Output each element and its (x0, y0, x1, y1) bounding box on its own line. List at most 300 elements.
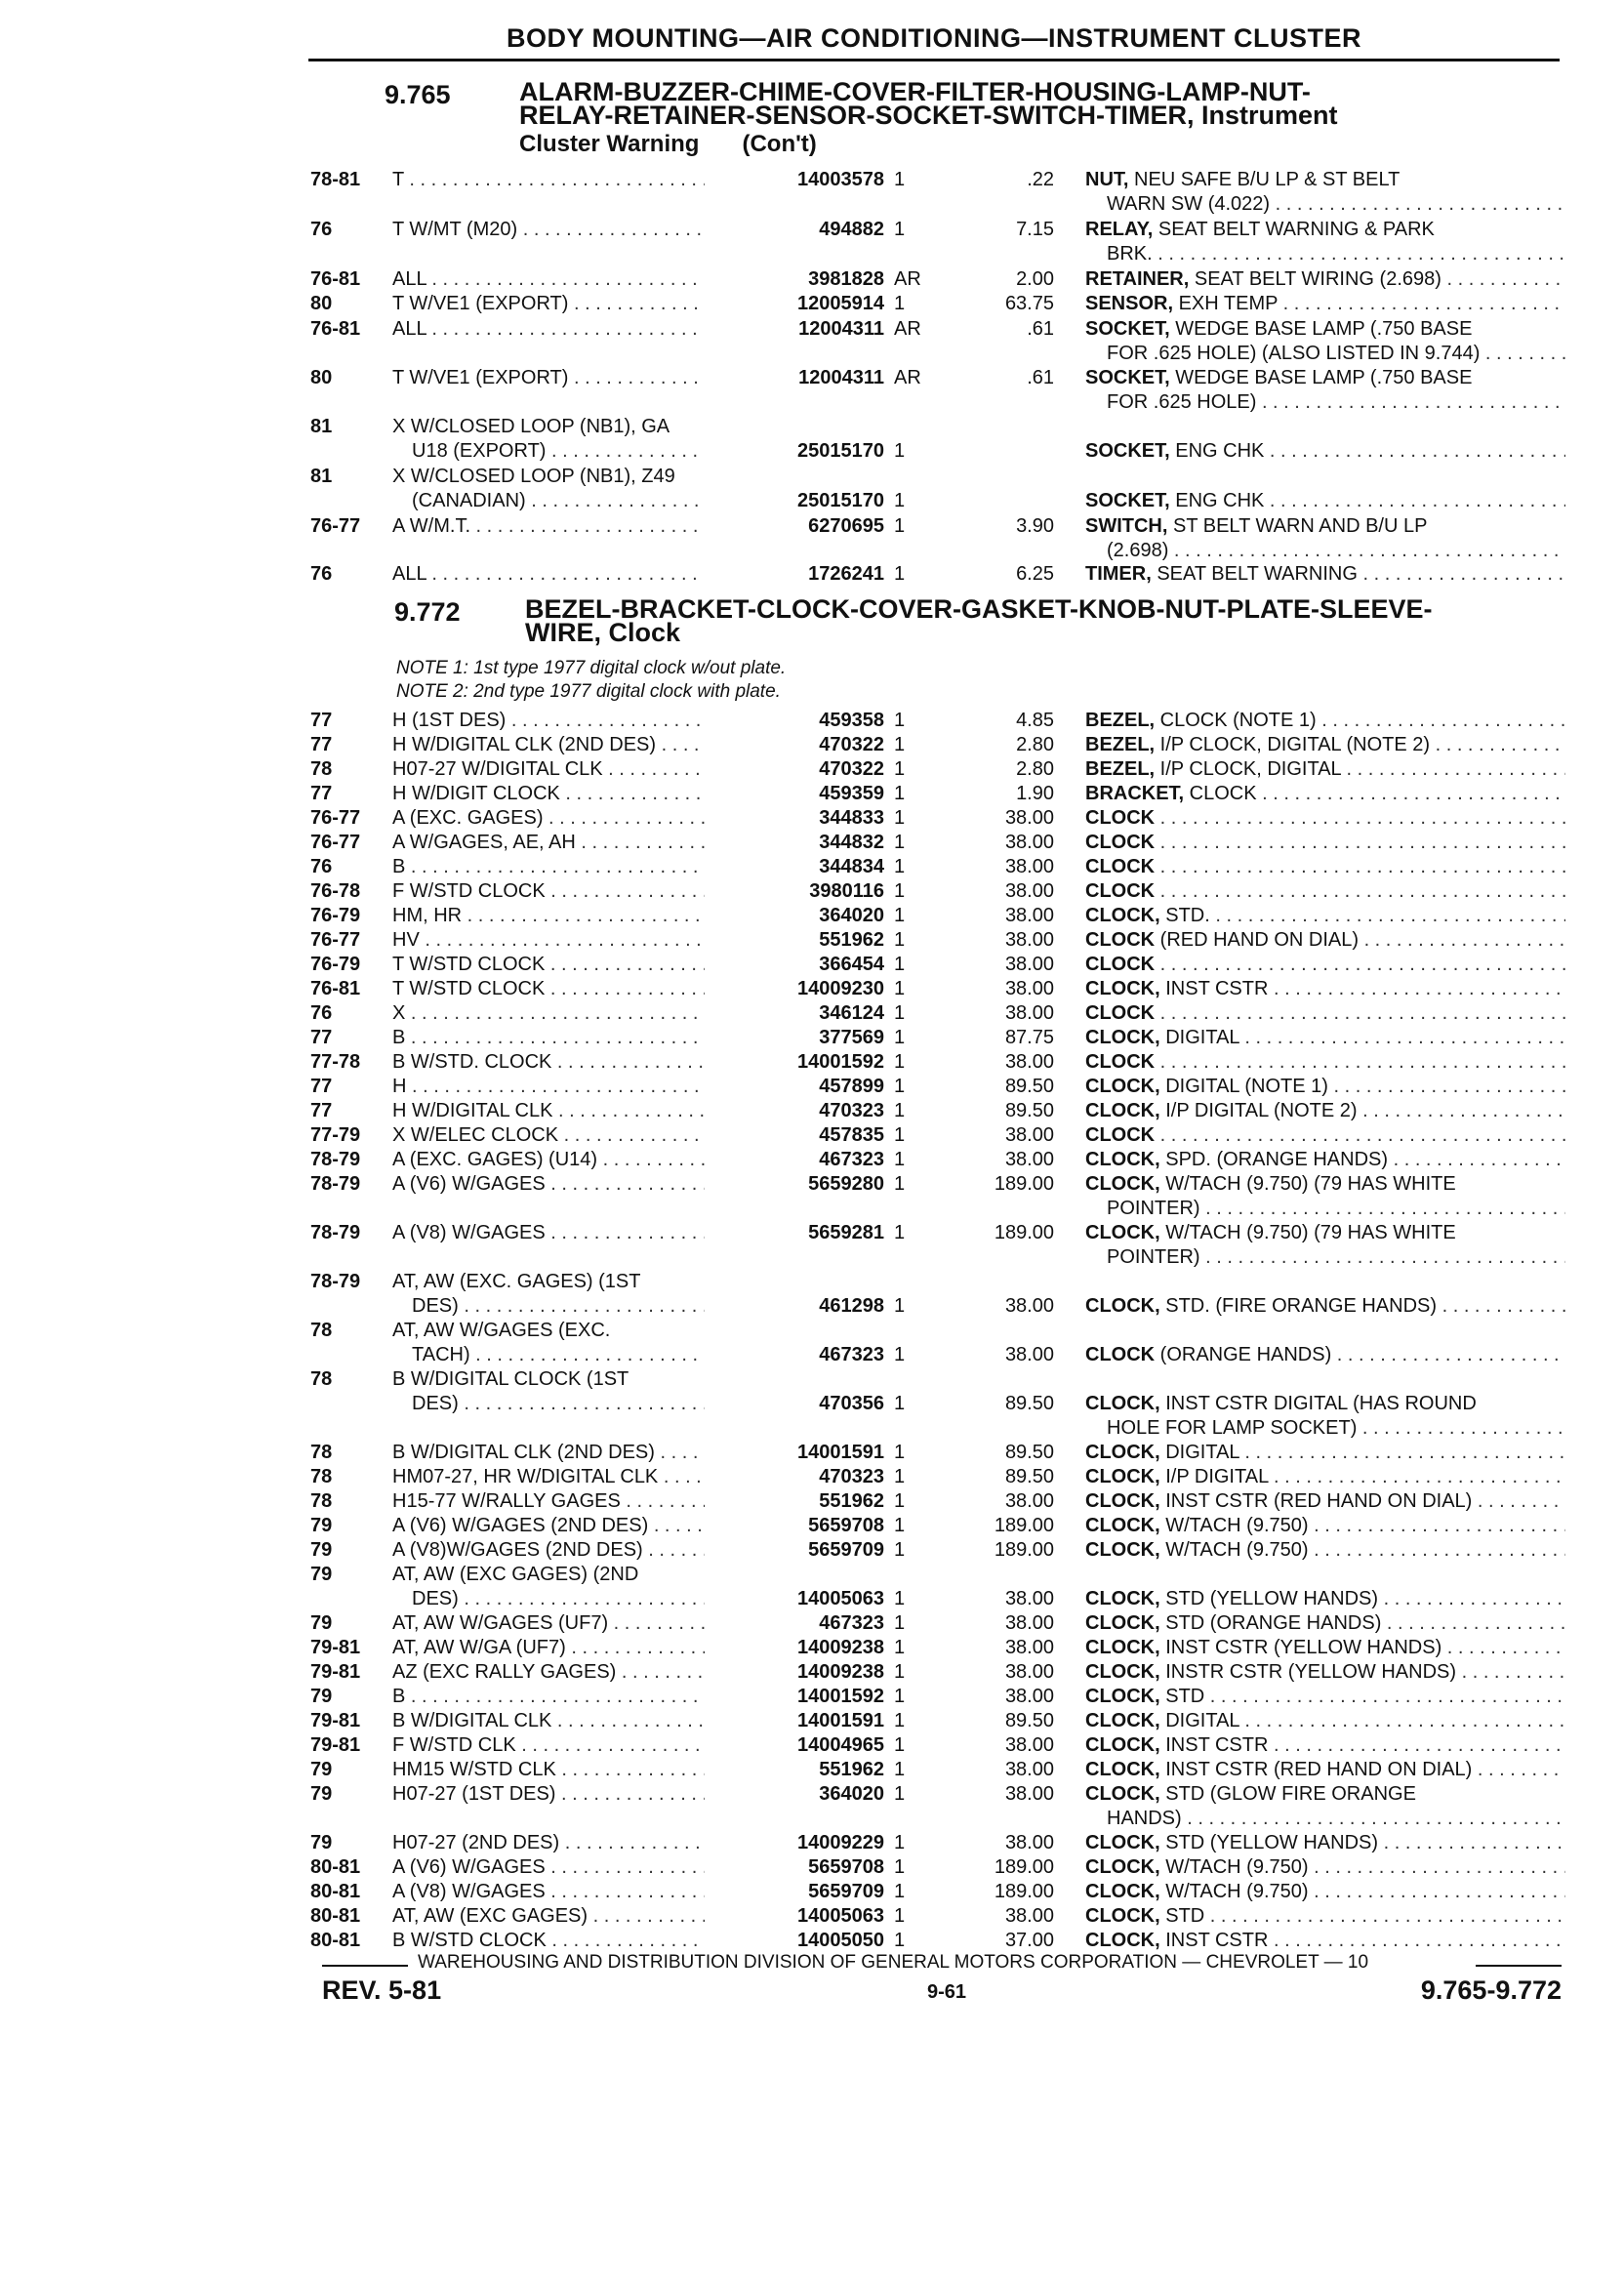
price: 38.00 (1004, 807, 1054, 829)
model-year: 78-79 (310, 1173, 361, 1195)
price: 63.75 (1004, 293, 1054, 314)
application-line: AZ (EXC RALLY GAGES) . . . (392, 1660, 744, 1685)
description (1085, 366, 1565, 415)
description-line: WARN SW (4.022) . . . (1085, 192, 1565, 217)
model-year: 78 (310, 1490, 333, 1512)
description-line (1085, 1367, 1565, 1392)
model-year: 76-77 (310, 929, 361, 951)
part-number: 3981828 (705, 267, 884, 292)
application-line: AT, AW W/GAGES (EXC. (392, 1320, 611, 1341)
description (1085, 1538, 1565, 1563)
price: 38.00 (1004, 978, 1054, 999)
part-number: 12004311 (705, 317, 884, 342)
price: 38.00 (1004, 1295, 1054, 1317)
description-line: SOCKET, WEDGE BASE LAMP (.750 BASE (1085, 318, 1473, 340)
parts-row (0, 1123, 1624, 1148)
part-number: 470322 (705, 733, 884, 757)
price: 2.80 (1016, 758, 1054, 780)
application-line: H W/DIGIT CLOCK . . . (392, 782, 744, 806)
price: 38.00 (1004, 1612, 1054, 1634)
quantity: 1 (894, 880, 906, 902)
quantity: 1 (894, 169, 906, 190)
model-year: 76-77 (310, 515, 361, 537)
application-line: T W/VE1 (EXPORT) . . . (392, 366, 744, 390)
description (1085, 1733, 1565, 1758)
description (1085, 562, 1565, 587)
application-line: HV . . . (392, 928, 744, 953)
price: 38.00 (1004, 856, 1054, 877)
part-number: 467323 (705, 1343, 884, 1367)
quantity: AR (894, 268, 921, 290)
description (1085, 1929, 1565, 1953)
description-line: POINTER) . . . (1085, 1245, 1565, 1270)
description-line: BRK. . . . (1085, 242, 1565, 266)
application (392, 514, 744, 539)
model-year: 77-79 (310, 1124, 361, 1146)
model-year: 77 (310, 734, 333, 755)
description-line: RETAINER, SEAT BELT WIRING (2.698) . . . (1085, 267, 1565, 292)
application (392, 1489, 744, 1514)
section-title: BEZEL-BRACKET-CLOCK-COVER-GASKET-KNOB-NUT-PLATE-SLEEVE- WIRE, Clock (525, 594, 1433, 647)
application (392, 317, 744, 342)
model-year: 81 (310, 466, 333, 487)
section-subtitle-text: Cluster Warning (519, 131, 700, 157)
application-line: B W/STD. CLOCK . . . (392, 1050, 744, 1075)
quantity: 1 (894, 929, 906, 951)
parts-row (0, 1611, 1624, 1636)
quantity: 1 (894, 1222, 906, 1243)
parts-row (0, 1563, 1624, 1611)
description (1085, 757, 1565, 782)
description (1085, 1319, 1565, 1367)
application-line: A (V8) W/GAGES . . . (392, 1221, 744, 1245)
description-line: CLOCK, DIGITAL . . . (1085, 1709, 1565, 1733)
part-number: 25015170 (705, 439, 884, 464)
description (1085, 1123, 1565, 1148)
application (392, 904, 744, 928)
quantity: 1 (894, 1173, 906, 1195)
description (1085, 267, 1565, 292)
parts-row (0, 953, 1624, 977)
quantity: 1 (894, 1149, 906, 1170)
quantity: 1 (894, 1588, 906, 1609)
description-line: CLOCK, STD. (FIRE ORANGE HANDS) . . . (1085, 1294, 1565, 1319)
description (1085, 1075, 1565, 1099)
application (392, 267, 744, 292)
description-line: CLOCK . . . (1085, 879, 1565, 904)
part-number: 459358 (705, 709, 884, 733)
price: 189.00 (994, 1856, 1054, 1878)
price: 38.00 (1004, 1002, 1054, 1024)
quantity: 1 (894, 1637, 906, 1658)
part-number: 12004311 (705, 366, 884, 390)
parts-row (0, 782, 1624, 806)
price: 38.00 (1004, 880, 1054, 902)
part-number: 364020 (705, 904, 884, 928)
application-line: A (V6) W/GAGES . . . (392, 1855, 744, 1880)
section-subtitle (519, 131, 817, 158)
application (392, 465, 744, 513)
parts-row (0, 855, 1624, 879)
parts-row (0, 1172, 1624, 1221)
application (392, 782, 744, 806)
description-line: CLOCK, INSTR CSTR (YELLOW HANDS) . . . (1085, 1660, 1565, 1685)
parts-row (0, 1831, 1624, 1855)
model-year: 78 (310, 1442, 333, 1463)
parts-row (0, 879, 1624, 904)
part-number: 12005914 (705, 292, 884, 316)
parts-row (0, 1099, 1624, 1123)
part-number: 25015170 (705, 489, 884, 513)
application-line: X W/CLOSED LOOP (NB1), GA (392, 416, 670, 437)
quantity: 1 (894, 1905, 906, 1927)
description (1085, 1904, 1565, 1929)
application-line: B . . . (392, 1026, 744, 1050)
description-line: BEZEL, I/P CLOCK, DIGITAL (NOTE 2) . . . (1085, 733, 1565, 757)
quantity: 1 (894, 1124, 906, 1146)
description-line: CLOCK, I/P DIGITAL (NOTE 2) . . . (1085, 1099, 1565, 1123)
quantity: 1 (894, 1466, 906, 1487)
price: 38.00 (1004, 1905, 1054, 1927)
model-year: 80 (310, 293, 333, 314)
application (392, 1319, 744, 1367)
application (392, 1538, 744, 1563)
parts-row (0, 1709, 1624, 1733)
price: 189.00 (994, 1539, 1054, 1561)
description-line: CLOCK, DIGITAL (NOTE 1) . . . (1085, 1075, 1565, 1099)
parts-row (0, 292, 1624, 316)
quantity: 1 (894, 440, 906, 462)
application (392, 366, 744, 390)
application (392, 1929, 744, 1953)
parts-row (0, 709, 1624, 733)
description (1085, 806, 1565, 831)
quantity: 1 (894, 1759, 906, 1780)
parts-row (0, 514, 1624, 563)
application-line: H07-27 (2ND DES) . . . (392, 1831, 744, 1855)
application (392, 1148, 744, 1172)
part-number: 14005063 (705, 1904, 884, 1929)
price: 89.50 (1004, 1466, 1054, 1487)
description (1085, 1831, 1565, 1855)
model-year: 76-81 (310, 318, 361, 340)
description-line (1085, 465, 1565, 489)
application (392, 1441, 744, 1465)
description (1085, 1880, 1565, 1904)
parts-row (0, 733, 1624, 757)
description-line: CLOCK, SPD. (ORANGE HANDS) . . . (1085, 1148, 1565, 1172)
part-number: 14001592 (705, 1050, 884, 1075)
application (392, 1026, 744, 1050)
footer-division: WAREHOUSING AND DISTRIBUTION DIVISION OF GENERAL MOTORS CORPORATION — CHEVROLET — 10 (418, 1952, 1369, 1973)
description (1085, 928, 1565, 953)
part-number: 551962 (705, 928, 884, 953)
parts-row (0, 1001, 1624, 1026)
description (1085, 317, 1565, 366)
model-year: 80-81 (310, 1881, 361, 1902)
application-line: ALL . . . (392, 562, 744, 587)
price: 38.00 (1004, 1661, 1054, 1683)
quantity: 1 (894, 783, 906, 804)
application (392, 1733, 744, 1758)
quantity: 1 (894, 1100, 906, 1121)
quantity: 1 (894, 219, 906, 240)
model-year: 77 (310, 1100, 333, 1121)
model-year: 78-79 (310, 1271, 361, 1292)
model-year: 79-81 (310, 1734, 361, 1756)
quantity: 1 (894, 1051, 906, 1073)
description (1085, 1685, 1565, 1709)
application-line: U18 (EXPORT) . . . (392, 439, 744, 464)
application-line: AT, AW (EXC GAGES) (2ND (392, 1564, 639, 1585)
parts-row (0, 465, 1624, 513)
part-number: 6270695 (705, 514, 884, 539)
application (392, 168, 744, 192)
parts-row (0, 1441, 1624, 1465)
application-line: A (EXC. GAGES) . . . (392, 806, 744, 831)
quantity: 1 (894, 1661, 906, 1683)
parts-row (0, 1148, 1624, 1172)
application (392, 953, 744, 977)
price: 38.00 (1004, 905, 1054, 926)
application-line: F W/STD CLOCK . . . (392, 879, 744, 904)
description-line: CLOCK . . . (1085, 1123, 1565, 1148)
model-year: 76 (310, 856, 333, 877)
application (392, 879, 744, 904)
model-year: 76-77 (310, 807, 361, 829)
parts-row (0, 1319, 1624, 1367)
price: 38.00 (1004, 1490, 1054, 1512)
application-line: H W/DIGITAL CLK . . . (392, 1099, 744, 1123)
application-line: X W/ELEC CLOCK . . . (392, 1123, 744, 1148)
description-line: SWITCH, ST BELT WARN AND B/U LP (1085, 515, 1428, 537)
description (1085, 904, 1565, 928)
quantity: 1 (894, 1539, 906, 1561)
model-year: 76-79 (310, 954, 361, 975)
model-year: 76-78 (310, 880, 361, 902)
quantity: 1 (894, 807, 906, 829)
model-year: 78-79 (310, 1149, 361, 1170)
parts-row (0, 1514, 1624, 1538)
price: 189.00 (994, 1222, 1054, 1243)
price: 3.90 (1016, 515, 1054, 537)
model-year: 79 (310, 1686, 333, 1707)
description-line: CLOCK, INST CSTR (RED HAND ON DIAL) . . . (1085, 1758, 1565, 1782)
part-number: 1726241 (705, 562, 884, 587)
quantity: 1 (894, 954, 906, 975)
application (392, 1123, 744, 1148)
description-line: CLOCK, W/TACH (9.750) . . . (1085, 1855, 1565, 1880)
description-line (1085, 415, 1565, 439)
application-line: A (V6) W/GAGES . . . (392, 1172, 744, 1197)
description (1085, 1221, 1565, 1270)
application-line: AT, AW W/GA (UF7) . . . (392, 1636, 744, 1660)
description (1085, 782, 1565, 806)
application-line: A (V8)W/GAGES (2ND DES) . . . (392, 1538, 744, 1563)
description-line: CLOCK . . . (1085, 953, 1565, 977)
part-number: 551962 (705, 1758, 884, 1782)
part-number: 470356 (705, 1392, 884, 1416)
application-line: ALL . . . (392, 267, 744, 292)
application (392, 1782, 744, 1807)
revision-label: REV. 5-81 (322, 1975, 442, 2005)
description-line: (2.698) . . . (1085, 539, 1565, 563)
parts-row (0, 1685, 1624, 1709)
parts-row (0, 977, 1624, 1001)
description-line: CLOCK, STD (YELLOW HANDS) . . . (1085, 1587, 1565, 1611)
model-year: 79 (310, 1759, 333, 1780)
application (392, 1904, 744, 1929)
footer-rule-left (322, 1965, 408, 1967)
price: 38.00 (1004, 1637, 1054, 1658)
price: 38.00 (1004, 954, 1054, 975)
description (1085, 1026, 1565, 1050)
description (1085, 977, 1565, 1001)
application-line: T W/VE1 (EXPORT) . . . (392, 292, 744, 316)
part-number: 470323 (705, 1465, 884, 1489)
model-year: 78 (310, 1466, 333, 1487)
part-number: 3980116 (705, 879, 884, 904)
application-line: DES) . . . (392, 1587, 744, 1611)
price: 38.00 (1004, 1686, 1054, 1707)
part-number: 14001591 (705, 1441, 884, 1465)
quantity: 1 (894, 1515, 906, 1536)
price: 189.00 (994, 1515, 1054, 1536)
description-line: CLOCK, INST CSTR . . . (1085, 977, 1565, 1001)
application (392, 1831, 744, 1855)
description-line: CLOCK, DIGITAL . . . (1085, 1026, 1565, 1050)
application (392, 1099, 744, 1123)
part-number: 5659709 (705, 1880, 884, 1904)
application-line: T . . . (392, 168, 744, 192)
price: 89.50 (1004, 1442, 1054, 1463)
price: 38.00 (1004, 1783, 1054, 1805)
quantity: 1 (894, 1930, 906, 1951)
application (392, 1367, 744, 1416)
application (392, 1611, 744, 1636)
description (1085, 1636, 1565, 1660)
price: 38.00 (1004, 832, 1054, 853)
price: 38.00 (1004, 1344, 1054, 1365)
parts-row (0, 1367, 1624, 1441)
description-line: CLOCK . . . (1085, 1050, 1565, 1075)
price: 38.00 (1004, 1149, 1054, 1170)
price: 89.50 (1004, 1100, 1054, 1121)
quantity: 1 (894, 490, 906, 511)
part-number: 14009229 (705, 1831, 884, 1855)
model-year: 81 (310, 416, 333, 437)
description-line: FOR .625 HOLE) . . . (1085, 390, 1565, 415)
description-line: CLOCK . . . (1085, 806, 1565, 831)
quantity: 1 (894, 1295, 906, 1317)
application-line: HM, HR . . . (392, 904, 744, 928)
parts-row (0, 168, 1624, 217)
description-line: RELAY, SEAT BELT WARNING & PARK (1085, 219, 1435, 240)
description (1085, 1489, 1565, 1514)
description (1085, 292, 1565, 316)
model-year: 76 (310, 219, 333, 240)
quantity: 1 (894, 1881, 906, 1902)
description-line: CLOCK, W/TACH (9.750) (79 HAS WHITE (1085, 1222, 1456, 1243)
part-number: 344832 (705, 831, 884, 855)
description (1085, 953, 1565, 977)
model-year: 80-81 (310, 1856, 361, 1878)
description (1085, 1001, 1565, 1026)
application-line: T W/STD CLOCK . . . (392, 953, 744, 977)
part-number: 14001591 (705, 1709, 884, 1733)
description (1085, 1514, 1565, 1538)
model-year: 77 (310, 1027, 333, 1048)
model-year: 76 (310, 1002, 333, 1024)
parts-row (0, 415, 1624, 464)
application-line: A (V6) W/GAGES (2ND DES) . . . (392, 1514, 744, 1538)
application-line: B W/DIGITAL CLOCK (1ST (392, 1368, 629, 1390)
application (392, 1075, 744, 1099)
parts-row (0, 1855, 1624, 1880)
quantity: 1 (894, 1027, 906, 1048)
application (392, 806, 744, 831)
model-year: 76-81 (310, 978, 361, 999)
quantity: 1 (894, 1490, 906, 1512)
parts-row (0, 831, 1624, 855)
application (392, 1172, 744, 1197)
application-line: T W/MT (M20) . . . (392, 218, 744, 242)
price: 7.15 (1016, 219, 1054, 240)
parts-row (0, 317, 1624, 366)
description-line (1085, 1319, 1565, 1343)
description-line: CLOCK, I/P DIGITAL . . . (1085, 1465, 1565, 1489)
application (392, 1709, 744, 1733)
application (392, 1465, 744, 1489)
model-year: 79-81 (310, 1661, 361, 1683)
part-number: 467323 (705, 1611, 884, 1636)
quantity: 1 (894, 758, 906, 780)
quantity: 1 (894, 832, 906, 853)
description (1085, 1782, 1565, 1831)
section-note: NOTE 1: 1st type 1977 digital clock w/out plate. (396, 658, 787, 678)
model-year: 76-81 (310, 268, 361, 290)
application (392, 1270, 744, 1319)
application (392, 562, 744, 587)
application (392, 1221, 744, 1245)
description-line: HANDS) . . . (1085, 1807, 1565, 1831)
description-line: SOCKET, ENG CHK . . . (1085, 489, 1565, 513)
application-line: (CANADIAN) . . . (392, 489, 744, 513)
description-line: CLOCK, INST CSTR . . . (1085, 1929, 1565, 1953)
description-line: HOLE FOR LAMP SOCKET) . . . (1085, 1416, 1565, 1441)
application-line: AT, AW W/GAGES (UF7) . . . (392, 1611, 744, 1636)
quantity: 1 (894, 1710, 906, 1731)
application-line: X . . . (392, 1001, 744, 1026)
description (1085, 1660, 1565, 1685)
parts-row (0, 1075, 1624, 1099)
price: 2.00 (1016, 268, 1054, 290)
description-line: CLOCK, INST CSTR . . . (1085, 1733, 1565, 1758)
description-line: NUT, NEU SAFE B/U LP & ST BELT (1085, 169, 1401, 190)
description-line: BRACKET, CLOCK . . . (1085, 782, 1565, 806)
model-year: 79 (310, 1612, 333, 1634)
application (392, 1855, 744, 1880)
part-number: 14009230 (705, 977, 884, 1001)
application (392, 977, 744, 1001)
parts-row (0, 1221, 1624, 1270)
description-line: CLOCK, INST CSTR DIGITAL (HAS ROUND (1085, 1393, 1477, 1414)
model-year: 79 (310, 1832, 333, 1853)
parts-row (0, 1050, 1624, 1075)
description (1085, 1441, 1565, 1465)
application (392, 1514, 744, 1538)
description (1085, 1050, 1565, 1075)
